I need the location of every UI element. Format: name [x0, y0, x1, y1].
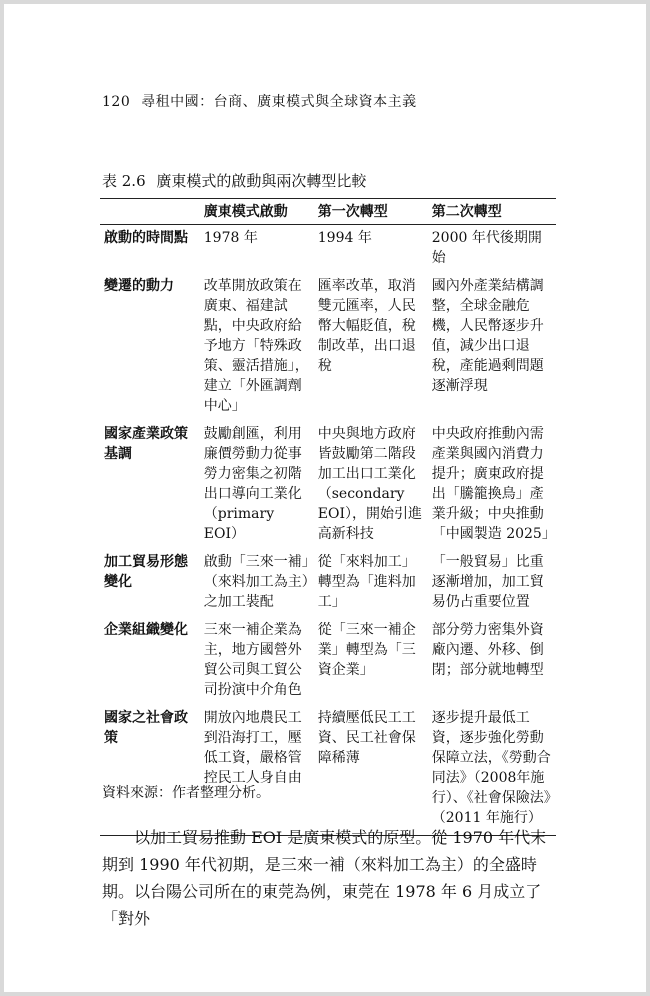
header-cell — [100, 199, 200, 225]
table-row — [100, 273, 556, 421]
table-source-note: 資料來源：作者整理分析。 — [102, 785, 270, 801]
page-number: 120 — [102, 94, 131, 110]
row-label: 國家產業政策基調 — [104, 426, 188, 462]
running-header — [102, 91, 417, 111]
table-cell: 中央政府推動內需產業與國內消費力提升；廣東政府提出「騰籠換鳥」產業升級；中央推動「中國製造 2025」 — [431, 426, 556, 542]
table-row — [100, 549, 556, 617]
table-cell: 從「三來一補企業」轉型為「三資企業」 — [317, 622, 416, 678]
table-cell: 鼓勵創匯，利用廉價勞動力從事勞力密集之初階出口導向工業化（primary EOI） — [203, 426, 302, 542]
body-text — [102, 824, 558, 932]
table-cell: 改革開放政策在廣東、福建試點，中央政府給予地方「特殊政策、靈活措施」，建立「外匯調劑中心」 — [203, 278, 309, 414]
header-cell: 廣東模式啟動 — [200, 199, 314, 225]
row-label: 啟動的時間點 — [104, 230, 188, 246]
table-cell: 匯率改革，取消雙元匯率，人民幣大幅貶值，稅制改革，出口退稅 — [317, 278, 416, 374]
table-cell: 「一般貿易」比重逐漸增加，加工貿易仍占重要位置 — [431, 554, 544, 610]
table-row — [100, 705, 556, 836]
table-row — [100, 225, 556, 274]
table-row — [100, 421, 556, 549]
book-page — [4, 4, 646, 992]
row-label: 加工貿易形態變化 — [104, 554, 188, 590]
comparison-table — [100, 198, 556, 836]
row-label: 企業組織變化 — [104, 622, 188, 638]
row-label: 國家之社會政策 — [100, 705, 200, 836]
row-label: 變遷的動力 — [104, 278, 174, 294]
table-header-row — [100, 199, 556, 225]
table-number: 表 2.6 — [102, 172, 146, 190]
table-cell: 開放內地農民工到沿海打工，壓低工資，嚴格管控民工人身自由 — [200, 705, 314, 836]
table-cell: 1994 年 — [317, 230, 372, 246]
body-paragraph: 以加工貿易推動 EOI 是廣東模式的原型。從 1970 年代末期到 1990 年代初期，是三來一補（來料加工為主）的全盛時期。以台陽公司所在的東莞為例，東莞在 1978 年 6 月成立了「對外 — [102, 828, 547, 928]
table-cell: 持續壓低民工工資、民工社會保障稀薄 — [314, 705, 428, 836]
table-cell: 中央與地方政府皆鼓勵第二階段加工出口工業化（secondary EOI），開始引進高新科技 — [317, 426, 422, 542]
table-cell: 國內外產業結構調整，全球金融危機，人民幣逐步升值，減少出口退稅，產能過剩問題逐漸浮現 — [431, 278, 544, 394]
running-title: 尋租中國：台商、廣東模式與全球資本主義 — [141, 94, 417, 110]
table-cell: 三來一補企業為主，地方國營外貿公司與工貿公司扮演中介角色 — [203, 622, 302, 698]
table-cell: 2000 年代後期開始 — [431, 230, 542, 266]
table-row — [100, 617, 556, 705]
table-caption — [102, 170, 366, 191]
table-title: 廣東模式的啟動與兩次轉型比較 — [156, 172, 367, 190]
header-cell: 第二次轉型 — [428, 199, 556, 225]
table-cell: 從「來料加工」轉型為「進料加工」 — [317, 554, 416, 610]
table-cell: 1978 年 — [203, 230, 258, 246]
header-cell: 第一次轉型 — [314, 199, 428, 225]
table-cell: 啟動「三來一補」（來料加工為主）之加工裝配 — [203, 554, 309, 610]
table-cell: 逐步提升最低工資，逐步強化勞動保障立法，《勞動合同法》（2008年施行）、《社會保險法》（2011 年施行） — [428, 705, 556, 836]
table-cell: 部分勞力密集外資廠內遷、外移、倒閉；部分就地轉型 — [431, 622, 544, 678]
